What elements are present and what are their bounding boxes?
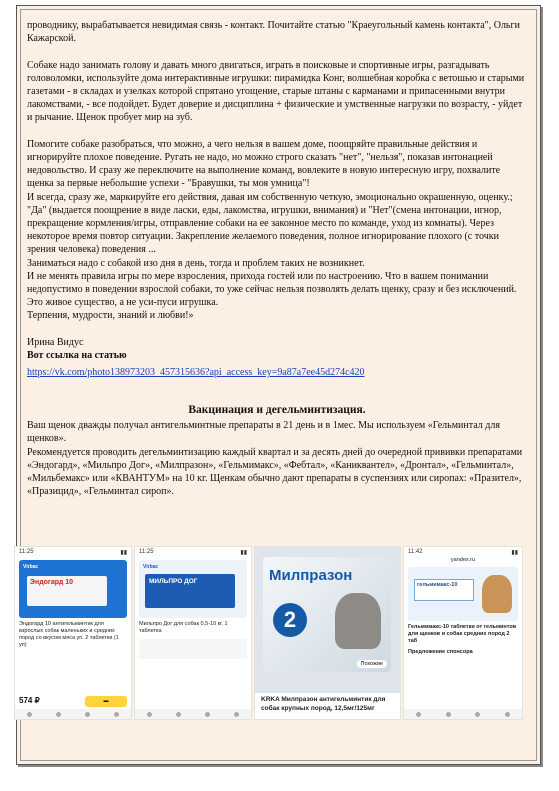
status-bar: 11:42 ▮▮ <box>408 549 518 556</box>
brand-label: Virbac <box>23 564 39 570</box>
gelmimax-package <box>408 567 518 621</box>
paragraph-daily: Заниматься надо с собакой изо дня в день, тогда и проблем таких не возникнет. <box>27 257 365 269</box>
paragraph-contact: проводнику, вырабатывается невидимая связь - контакт. Почитайте статью "Краеугольный камень контакта", Ольги Кажарской. <box>27 20 520 45</box>
puppy-image <box>482 575 512 613</box>
author-name: Ирина Видус <box>27 336 84 348</box>
paragraph-play: Собаке надо занимать голову и давать много двигаться, играть в поисковые и спортивные игры, разгадывать головоломки, используйте дома интерактивные игрушки: пирамидка Конг, волшебная коробка с ветошью и старыми газетами - в складах и узелках которой спрятано угощение, старые штаны с карманами и припасенными внутри лакомствами, - все подойдет. Будет доверие и дисциплина + физические и умственные нагрузки по возрасту, - уйдет и рычание. Щенок пробует мир на зуб. <box>27 59 525 124</box>
nav-bar <box>135 709 251 719</box>
listing-card <box>139 639 247 659</box>
paragraph-consistency: И не менять правила игры по мере взросления, прихода гостей или по настроению. Что в вашем понимании недопустимо в поведении взрослой собаки, то уже сейчас нельзя позволять делать щенку, сразу и без исключений. Это живое существо, а не уси-пуси игрушка. <box>27 270 517 309</box>
product-name: гельмимакс-10 <box>414 579 474 601</box>
nav-bar <box>15 709 131 719</box>
brand-label: Virbac <box>143 564 159 570</box>
product-photos <box>14 546 521 718</box>
paragraph-rules: Помогите собаке разобраться, что можно, а чего нельзя в вашем доме, поощряйте правильные действия и игнорируйте плохое поведение. Ругать не надо, но можно строго сказать "нет", "нельзя", показав интонацией недовольство. И сразу же переключите на выполнение команд, вовлеките в новую интересную игру, похвалите щенка за первые небольшие успехи - "Бравушки, ты моя умница"! <box>27 138 501 190</box>
dog-image <box>335 593 381 649</box>
dose-badge: 2 <box>273 603 307 637</box>
photo-gelmimax <box>403 546 523 720</box>
product-name: МИЛЬПРО ДОГ <box>145 574 235 608</box>
url-bar[interactable]: yandex.ru <box>450 557 476 563</box>
product-name: Милпразон <box>269 567 353 584</box>
paragraph-marking: И всегда, сразу же, маркируйте его действия, давая им собственную четкую, эмоционально окрашенную, оценку.; "Да" (выдается поощрение в виде ласки, еды, лакомства, игрушки, внимания) и "Нет"(смена интонации, игнор, прекращение кормления/игры, отправление собаки на ее законное место по команде, уход из комнаты). Через некоторое время повтор ситуации. Закрепление желаемого поведения, полное игнорирование плохого (с точки зрения человека) поведения ... <box>27 191 513 256</box>
product-description: Гельмимакс-10 таблетки от гельминтов для щенков и собак средних пород 2 таб <box>408 624 517 644</box>
product-description: Мильпро Дог для собак 0,5-10 кг, 1 таблетка <box>139 621 228 634</box>
milprazon-package <box>263 557 391 672</box>
endogard-package <box>19 560 127 618</box>
paragraph-deworm-history: Ваш щенок дважды получал антигельминтные препараты в 21 день и в 1мес. Мы используем «Гельминтал для щенков». <box>27 420 500 445</box>
photo-endogard <box>14 546 132 720</box>
status-bar: 11:25 ▮▮ <box>19 549 127 556</box>
photo-milpro <box>134 546 252 720</box>
document-body <box>27 19 527 498</box>
section-heading: Вакцинация и дегельминтизация. <box>188 404 366 417</box>
status-bar: 11:25 ▮▮ <box>139 549 247 556</box>
product-description: Эндогард 10 антигельминтик для взрослых собак маленьких и средних пород со вкусом мяса уп. 2 таблетки (1 уп) <box>19 621 119 648</box>
paragraph-deworm-recommend: Рекомендуется проводить дегельминтизацию каждый квартал и за десять дней до очередной прививки препаратами «Эндогард», «Мильпро Дог», «Милпразон», «Гельмимакс», «Фебтал», «Каниквантел», «Дронтал», «Гельминтал», «Мильбемакс» или «КВАНТУМ» на 10 кг. Щенкам обычно дают препараты в суспензиях или сиропах: «Празител», «Празицид», «Гельминтал сироп». <box>27 446 523 498</box>
nav-bar <box>404 709 522 719</box>
milpro-package <box>139 560 247 618</box>
link-intro: Вот ссылка на статью <box>27 350 127 362</box>
photo-milprazon <box>254 546 401 720</box>
paragraph-wish: Терпения, мудрости, знаний и любви!» <box>27 310 194 322</box>
buy-button[interactable]: ▬ <box>85 696 127 707</box>
article-link[interactable]: https://vk.com/photo138973203_457315636?api_access_key=9a87a7ee45d274c420 <box>27 367 365 379</box>
photo-caption: KRKA Милпразон антигельминтик для собак крупных пород, 12,5мг/125мг <box>255 693 400 719</box>
sponsor-label: Предложение спонсора <box>408 649 473 655</box>
similar-tag[interactable]: Похожие <box>357 660 387 668</box>
price-label: 574 ₽ <box>19 696 40 705</box>
product-name: Эндогард 10 <box>27 576 107 606</box>
